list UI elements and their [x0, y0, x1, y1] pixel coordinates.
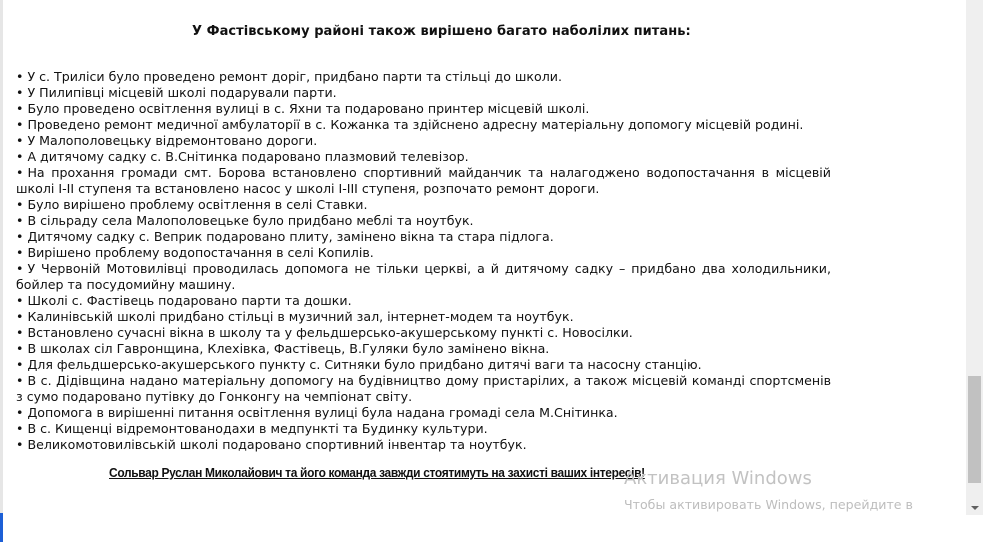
list-item: • Було вирішено проблему освітлення в селі Ставки. — [16, 197, 368, 212]
bullet-icon: • — [16, 133, 24, 148]
left-window-edge — [0, 0, 3, 542]
vertical-scrollbar[interactable] — [966, 0, 983, 515]
list-item: • У Червоній Мотовилівці проводилась допомога не тільки церкві, а й дитячому садку – придбано два холодильники, бойлер та посудомийну машину. — [16, 261, 831, 292]
list-item: • В с. Дідівщина надано матеріальну допомогу на будівництво дому пристарілих, а також місцевій команді спортсменів з сумо подаровано путівку до Гонконгу на чемпіонат світу. — [16, 373, 831, 404]
list-item: • В сільраду села Малополовецьке було придбано меблі та ноутбук. — [16, 213, 474, 228]
bullet-icon: • — [16, 165, 24, 180]
bullet-icon: • — [16, 229, 24, 244]
closing-statement: Сольвар Руслан Миколайович та його команда завжди стоятимуть на захисті ваших інтересів! — [109, 465, 645, 480]
bullet-icon: • — [16, 341, 24, 356]
bullet-icon: • — [16, 213, 24, 228]
bullet-icon: • — [16, 437, 24, 452]
scroll-down-button[interactable] — [966, 500, 983, 515]
list-item: • У с. Триліси було проведено ремонт доріг, придбано парти та стільці до школи. — [16, 69, 562, 84]
list-item: • Встановлено сучасні вікна в школу та у фельдшерсько-акушерському пункті с. Новосілки. — [16, 325, 633, 340]
list-item: • Допомога в вирішенні питання освітлення вулиці була надана громаді села М.Снітинка. — [16, 405, 618, 420]
left-focus-marker — [0, 513, 3, 542]
bullet-icon: • — [16, 309, 24, 324]
list-item: • Калинівській школі придбано стільці в музичний зал, інтернет-модем та ноутбук. — [16, 309, 574, 324]
bullet-icon: • — [16, 197, 24, 212]
bullet-icon: • — [16, 245, 24, 260]
windows-activation-title: Активация Windows — [624, 468, 812, 489]
achievements-list — [16, 69, 831, 453]
list-item: • У Пилипівці місцевій школі подарували парти. — [16, 85, 337, 100]
list-item: • В школах сіл Гавронщина, Клехівка, Фастівець, В.Гуляки було замінено вікна. — [16, 341, 550, 356]
list-item: • В с. Кищенці відремонтованодахи в медпункті та Будинку культури. — [16, 421, 488, 436]
bullet-icon: • — [16, 325, 24, 340]
bullet-icon: • — [16, 117, 24, 132]
bullet-icon: • — [16, 85, 24, 100]
list-item: • Проведено ремонт медичної амбулаторії в с. Кожанка та здійснено адресну матеріальну допомогу місцевій родині. — [16, 117, 804, 132]
bullet-icon: • — [16, 101, 24, 116]
list-item: • На прохання громади смт. Борова встановлено спортивний майданчик та налагоджено водопостачання в місцевій школі I-II ступеня та встановлено насос у школі I-III ступеня, розпочато ремонт дороги. — [16, 165, 831, 196]
list-item: • У Малополовецьку відремонтовано дороги. — [16, 133, 318, 148]
windows-activation-subtitle: Чтобы активировать Windows, перейдите в — [624, 497, 913, 512]
bullet-icon: • — [16, 357, 24, 372]
bullet-icon: • — [16, 405, 24, 420]
bullet-icon: • — [16, 261, 24, 276]
bullet-icon: • — [16, 421, 24, 436]
list-item: • Вирішено проблему водопостачання в селі Копилів. — [16, 245, 374, 260]
list-item: • Для фельдшерсько-акушерського пункту с. Ситняки було придбано дитячі ваги та насосну станцію. — [16, 357, 702, 372]
list-item: • Дитячому садку с. Веприк подаровано плиту, замінено вікна та стара підлога. — [16, 229, 554, 244]
list-item: • Школі с. Фастівець подаровано парти та дошки. — [16, 293, 352, 308]
scrollbar-thumb[interactable] — [968, 376, 981, 483]
article-heading: У Фастівському районі також вирішено багато наболілих питань: — [192, 24, 691, 39]
list-item: • А дитячому садку с. В.Снітинка подаровано плазмовий телевізор. — [16, 149, 469, 164]
chevron-down-icon — [971, 506, 979, 510]
bullet-icon: • — [16, 293, 24, 308]
list-item: • Великомотовилівській школі подаровано спортивний інвентар та ноутбук. — [16, 437, 527, 452]
bullet-icon: • — [16, 69, 24, 84]
bullet-icon: • — [16, 373, 24, 388]
bullet-icon: • — [16, 149, 24, 164]
list-item: • Було проведено освітлення вулиці в с. Яхни та подаровано принтер місцевій школі. — [16, 101, 590, 116]
